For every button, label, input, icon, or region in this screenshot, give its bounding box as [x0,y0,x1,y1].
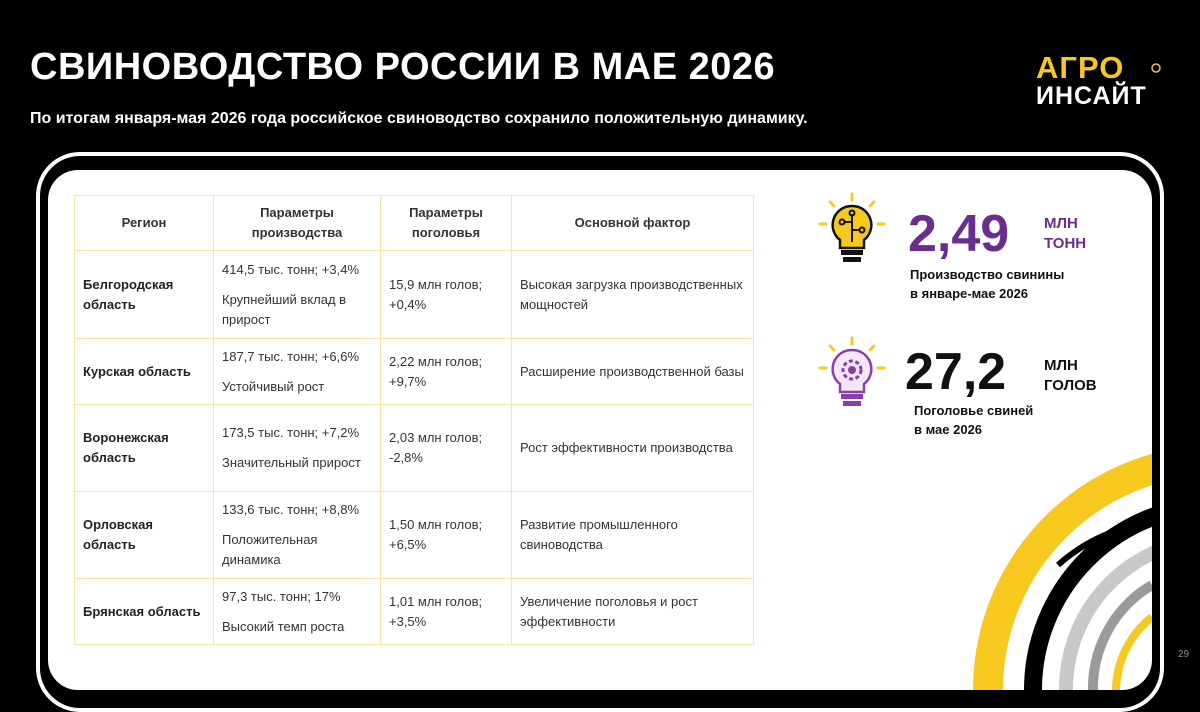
desc-line-2: в мае 2026 [914,422,983,437]
cell-livestock: 2,03 млн голов; -2,8% [381,405,512,492]
table-row [75,251,754,339]
stat-production-unit [1044,214,1086,254]
cell-production [214,251,381,339]
desc-line-1: Поголовье свиней [914,403,1034,418]
cell-factor: Расширение производственной базы [512,339,754,405]
cell-region: Брянская область [75,579,214,645]
cell-production [214,579,381,645]
table-row [75,339,754,405]
cell-livestock: 1,01 млн голов; +3,5% [381,579,512,645]
stat-livestock-desc [914,401,1033,439]
unit-line-1: МЛН [1044,357,1078,374]
page-number: 29 [1178,649,1190,660]
logo-line-2: ИНСАЙТ [1036,82,1147,110]
col-header-factor: Основной фактор [512,196,754,251]
cell-livestock: 2,22 млн голов; +9,7% [381,339,512,405]
col-header-livestock: Параметры поголовья [381,196,512,251]
cell-factor: Увеличение поголовья и рост эффективности [512,579,754,645]
content-panel [48,170,1152,690]
stat-production-desc [910,265,1064,303]
lightbulb-gear-icon [816,192,888,268]
cell-production [214,339,381,405]
table-row [75,579,754,645]
cell-factor: Рост эффективности производства [512,405,754,492]
cell-region: Белгородская область [75,251,214,339]
agro-insight-logo [1034,50,1174,112]
regions-table [74,195,754,645]
desc-line-2: в январе-мае 2026 [910,286,1029,301]
production-value: 414,5 тыс. тонн; +3,4% [222,261,360,277]
lightbulb-cog-icon [816,336,888,412]
cell-production [214,405,381,492]
production-value: 97,3 тыс. тонн; 17% [222,588,341,604]
production-note: Положительная динамика [222,532,318,567]
production-note: Значительный прирост [222,455,361,470]
cell-factor: Высокая загрузка производственных мощностей [512,251,754,339]
logo-line-1: АГРО [1036,50,1125,85]
production-note: Устойчивый рост [222,378,325,394]
stat-livestock-unit [1044,356,1097,396]
production-note: Крупнейший вклад в прирост [222,291,347,327]
cell-production [214,492,381,579]
slide-title: СВИНОВОДСТВО РОССИИ В МАЕ 2026 [30,46,776,88]
cell-livestock: 1,50 млн голов; +6,5% [381,492,512,579]
production-value: 133,6 тыс. тонн; +8,8% [222,502,360,517]
cell-region: Воронежская область [75,405,214,492]
slide-subtitle: По итогам января-мая 2026 года российское свиноводство сохранило положительную динамику. [30,110,808,127]
desc-line-1: Производство свинины [910,267,1065,282]
stat-livestock-value: 27,2 [905,343,1007,401]
stat-production-value: 2,49 [908,205,1010,263]
unit-line-1: МЛН [1044,215,1078,232]
col-header-region: Регион [75,196,214,251]
production-value: 187,7 тыс. тонн; +6,6% [222,348,360,364]
production-value: 173,5 тыс. тонн; +7,2% [222,425,360,440]
cell-livestock: 15,9 млн голов; +0,4% [381,251,512,339]
cell-region: Орловская область [75,492,214,579]
unit-line-2: ТОНН [1044,235,1087,252]
cell-factor: Развитие промышленного свиноводства [512,492,754,579]
production-note: Высокий темп роста [222,618,345,634]
unit-line-2: ГОЛОВ [1044,377,1097,394]
col-header-production: Параметры производства [214,196,381,251]
cell-region: Курская область [75,339,214,405]
table-header-row [75,196,754,251]
table-row [75,492,754,579]
table-row [75,405,754,492]
